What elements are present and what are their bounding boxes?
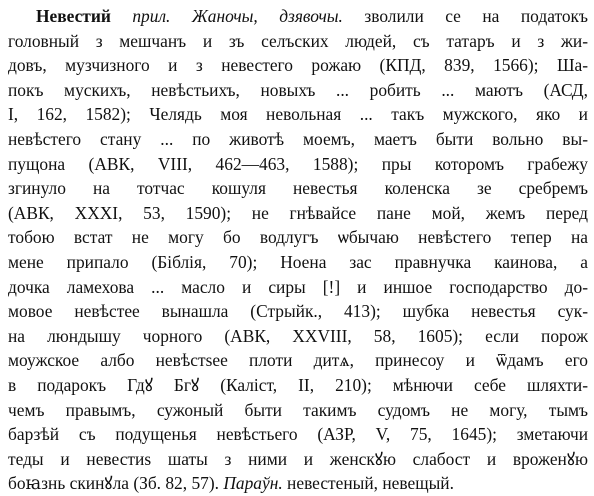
entry-line-1 [8, 4, 588, 29]
entry-line-12: дочка ламехова ... масло и сиры [!] и иншое господарство до- [8, 276, 588, 297]
entry-line-4: покъ мускихъ, невѣстьихъ, новыхъ ... робить ... маютъ (АСД, [8, 79, 588, 100]
entry-line-15: моужское албо невѣстѕее плоти дитѧ, принесоу и ѿдамъ его [8, 350, 588, 371]
entry-text: боꙗзнь скинꙋла (Зб. 82, 57). [8, 473, 219, 494]
entry-line-3: довъ, музчизного и з невестего рожаю (КПД, 839, 1566); Ша- [8, 55, 588, 76]
entry-line-6: невѣстего стану ... по животѣ моемъ, маетъ быти вольно вы- [8, 128, 588, 149]
entry-line-17: чемъ правымъ, сужоный быти такимъ судомъ не могу, тымъ [8, 399, 588, 420]
entry-text: зволили се на податокъ [364, 6, 588, 26]
entry-line-10: тобою встат не могу бо водлугъ ѡбычаю невѣстего тепер на [8, 227, 588, 248]
entry-line-5: I, 162, 1582); Челядь моя невольная ... такъ мужского, яко и [8, 104, 588, 125]
entry-line-2: головный з мешчанъ и зъ селъских людей, съ татаръ и з жи- [8, 30, 588, 51]
entry-line-13: мовое невѣстее вынашла (Стрыйк., 413); шубка невестья сук- [8, 301, 588, 322]
entry-line-14: на люндышу чорного (АВК, XXVIII, 58, 1605); если порож [8, 325, 588, 346]
entry-line-9: (АВК, XXXI, 53, 1590); не гнѣвайсе пане мой, жемъ перед [8, 202, 588, 223]
entry-line-20 [8, 471, 588, 496]
entry-line-8: згинуло на тотчас кошуля невестья коленска зе сребремъ [8, 178, 588, 199]
headword: Невестий [36, 6, 111, 26]
entry-line-19: теды и невестиѕ шаты з ними и женскꙋю слабост и вроженꙋю [8, 448, 588, 469]
entry-line-11: мене припало (Біблія, 70); Ноена зас правнучка каинова, а [8, 251, 588, 272]
entry-line-18: барзѣй съ подущенья невѣстьего (АЗР, V, 75, 1645); зметаючи [8, 424, 588, 445]
derivation-text: невестеный, невещый. [287, 473, 454, 494]
entry-line-7: пущона (АВК, VIII, 462—463, 1588); пры которомъ грабежу [8, 153, 588, 174]
entry-line-16: в подарокъ Гдꙋ Бгꙋ (Каліст, II, 210); мѣнючи себе шляхти- [8, 374, 588, 395]
derivation-label: Параўн. [223, 473, 283, 494]
dictionary-entry [8, 4, 588, 496]
part-of-speech-gloss: прил. Жаночы, дзявочы. [132, 6, 343, 26]
